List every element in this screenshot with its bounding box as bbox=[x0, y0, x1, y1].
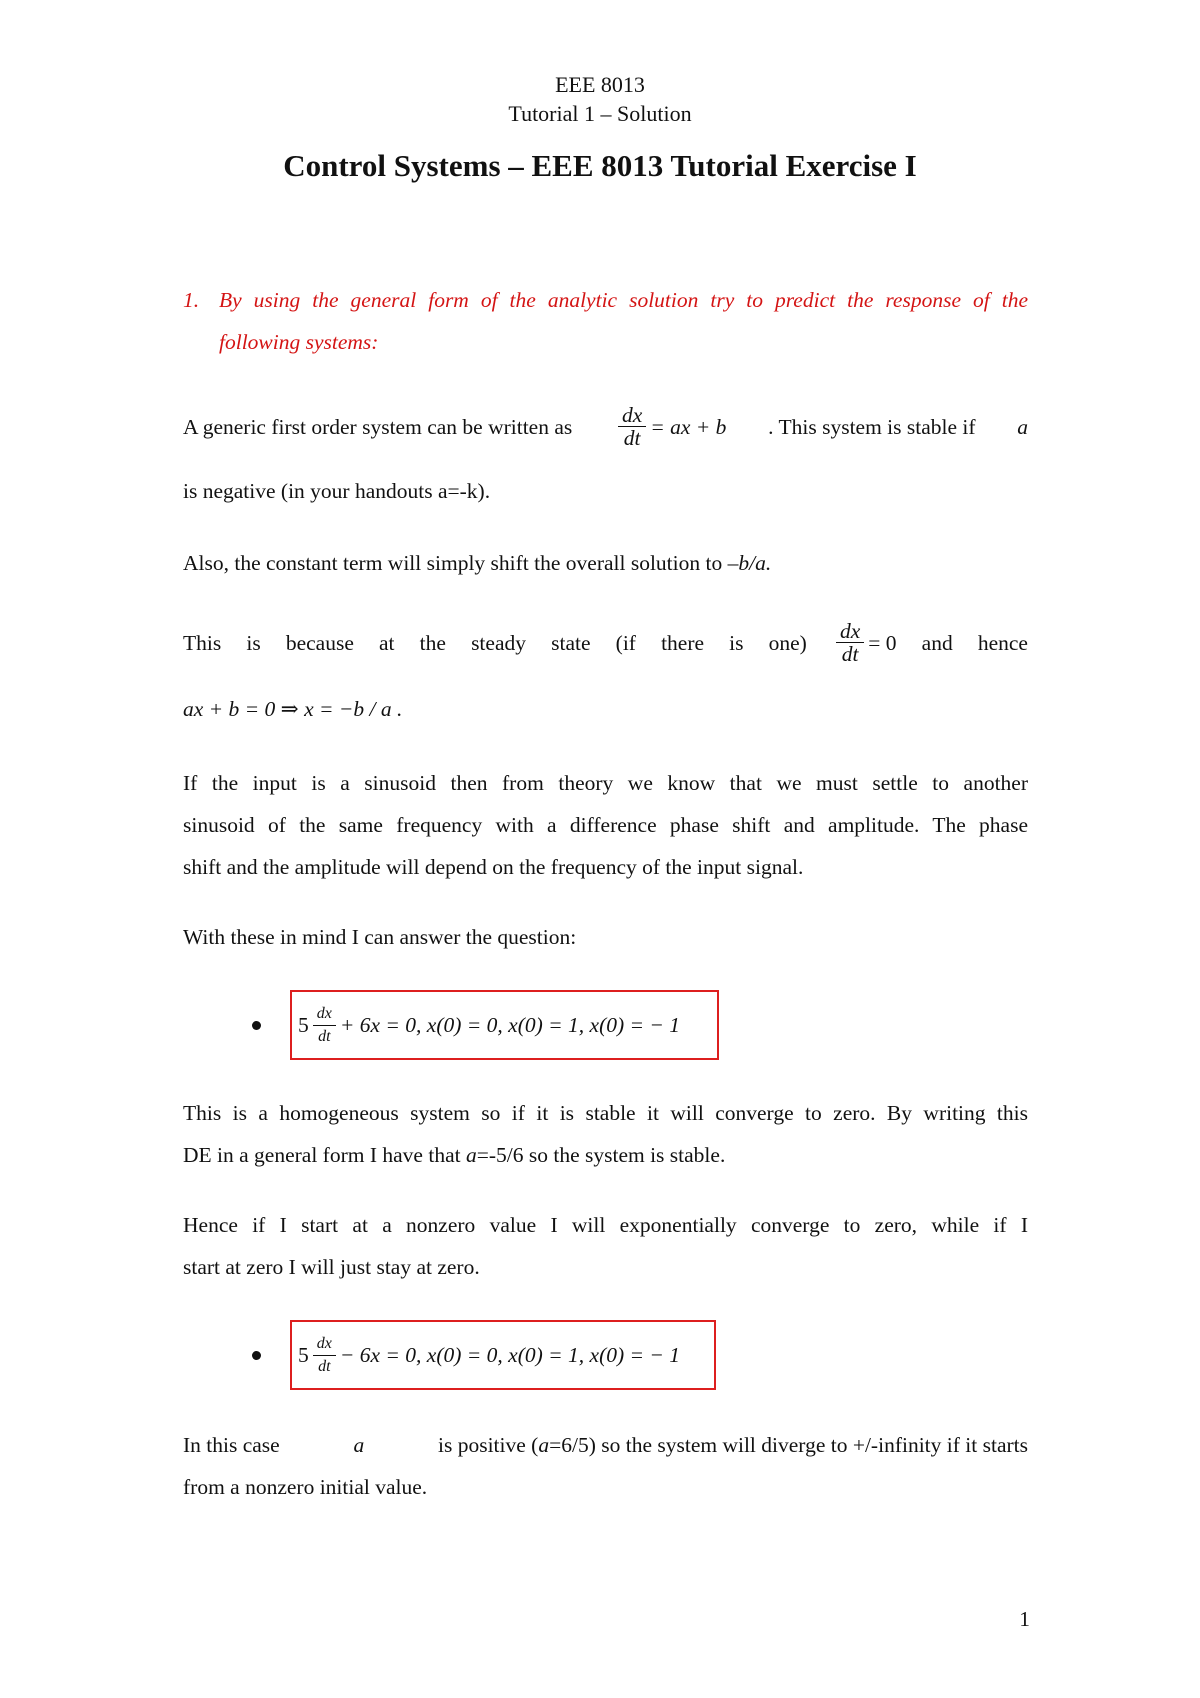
hence-line-1: Hence if I start at a nonzero value I will exponentially converge to zero, while if I bbox=[183, 1213, 1028, 1237]
eq1-numerator: dx bbox=[316, 1004, 332, 1022]
equation-box-2 bbox=[290, 1320, 716, 1390]
steady-state-equation: ax + b = 0 ⇒ x = −b / a . bbox=[183, 697, 403, 721]
paragraph-with-these-in-mind: With these in mind I can answer the question: bbox=[183, 925, 577, 949]
header-subtitle: Tutorial 1 – Solution bbox=[508, 101, 692, 126]
positive-text-is: is positive ( bbox=[438, 1433, 539, 1457]
eq1-rest: + 6x = 0, x(0) = 0, x(0) = 1, x(0) = − 1 bbox=[339, 1012, 681, 1037]
steady-word: is bbox=[246, 630, 261, 655]
eq2-rest: − 6x = 0, x(0) = 0, x(0) = 1, x(0) = − 1 bbox=[339, 1342, 681, 1367]
paragraph-steady-state bbox=[183, 620, 1028, 680]
positive-variable-a: a bbox=[353, 1433, 365, 1457]
homogeneous-text-b: =-5/6 so the system is stable. bbox=[476, 1143, 726, 1167]
fraction-numerator: dx bbox=[621, 403, 643, 427]
page-title: Control Systems – EEE 8013 Tutorial Exercise I bbox=[283, 148, 917, 183]
positive-text-b bbox=[438, 1432, 1028, 1458]
steady-fraction bbox=[836, 620, 864, 665]
steady-rhs: = 0 bbox=[868, 630, 897, 655]
eq1-coefficient: 5 bbox=[298, 1012, 309, 1037]
paragraph-shift bbox=[183, 550, 1028, 576]
steady-hence: hence bbox=[977, 630, 1028, 655]
generic-text-before: A generic first order system can be written as bbox=[183, 414, 573, 439]
hence-line-2: start at zero I will just stay at zero. bbox=[183, 1255, 480, 1279]
steady-word: This bbox=[183, 630, 222, 655]
steady-word: (if bbox=[615, 630, 636, 655]
derivative-fraction bbox=[618, 404, 646, 449]
generic-line-2: is negative (in your handouts a=-k). bbox=[183, 479, 491, 503]
bullet-icon bbox=[252, 1351, 261, 1360]
positive-line-1 bbox=[183, 1432, 1028, 1458]
shift-expression: –b/a. bbox=[727, 551, 772, 575]
positive-variable-a2: a bbox=[538, 1433, 550, 1457]
question-number: 1. bbox=[183, 288, 200, 312]
steady-word: steady bbox=[471, 630, 526, 655]
eq1-denominator: dt bbox=[313, 1025, 336, 1048]
steady-word: there bbox=[661, 630, 705, 655]
paragraph-generic-system bbox=[183, 404, 1028, 464]
eq1-fraction bbox=[313, 1003, 336, 1048]
steady-word: state bbox=[551, 630, 591, 655]
eq2-coefficient: 5 bbox=[298, 1342, 309, 1367]
shift-text: Also, the constant term will simply shift the overall solution to bbox=[183, 551, 723, 575]
bullet-icon bbox=[252, 1021, 261, 1030]
sinusoid-line-2: sinusoid of the same frequency with a difference phase shift and amplitude. The phase bbox=[183, 813, 1028, 837]
eq2-denominator: dt bbox=[313, 1355, 336, 1378]
steady-denominator: dt bbox=[836, 642, 864, 665]
homogeneous-line-2 bbox=[183, 1142, 1028, 1168]
steady-and: and bbox=[921, 630, 953, 655]
sinusoid-line-1: If the input is a sinusoid then from theory we know that we must settle to another bbox=[183, 771, 1028, 795]
steady-word: the bbox=[419, 630, 446, 655]
positive-text-rest: =6/5) so the system will diverge to +/-infinity if it starts bbox=[549, 1433, 1028, 1457]
generic-equation bbox=[614, 404, 726, 449]
generic-text-after: . This system is stable if bbox=[768, 414, 976, 439]
steady-word: because bbox=[285, 630, 354, 655]
steady-word: at bbox=[379, 630, 395, 655]
header-course: EEE 8013 bbox=[555, 72, 645, 97]
steady-word: is bbox=[729, 630, 744, 655]
homogeneous-variable-a: a bbox=[465, 1143, 477, 1167]
positive-text-a: In this case bbox=[183, 1433, 280, 1457]
homogeneous-text-a: DE in a general form I have that bbox=[183, 1143, 461, 1167]
question-line-1: By using the general form of the analytic solution try to predict the response of the bbox=[219, 288, 1028, 312]
page-number: 1 bbox=[1019, 1607, 1030, 1631]
question-line-2: following systems: bbox=[219, 330, 379, 354]
sinusoid-line-3: shift and the amplitude will depend on the frequency of the input signal. bbox=[183, 855, 804, 879]
steady-word: one) bbox=[768, 630, 807, 655]
fraction-denominator: dt bbox=[618, 426, 646, 449]
steady-numerator: dx bbox=[839, 619, 861, 643]
eq2-numerator: dx bbox=[316, 1334, 332, 1352]
homogeneous-line-1: This is a homogeneous system so if it is stable it will converge to zero. By writing this bbox=[183, 1101, 1028, 1125]
equation-rhs: = ax + b bbox=[650, 414, 727, 439]
eq2-fraction bbox=[313, 1333, 336, 1378]
steady-equation bbox=[832, 620, 897, 665]
positive-line-2: from a nonzero initial value. bbox=[183, 1475, 428, 1499]
generic-variable-a: a bbox=[1017, 414, 1028, 439]
equation-box-1 bbox=[290, 990, 719, 1060]
